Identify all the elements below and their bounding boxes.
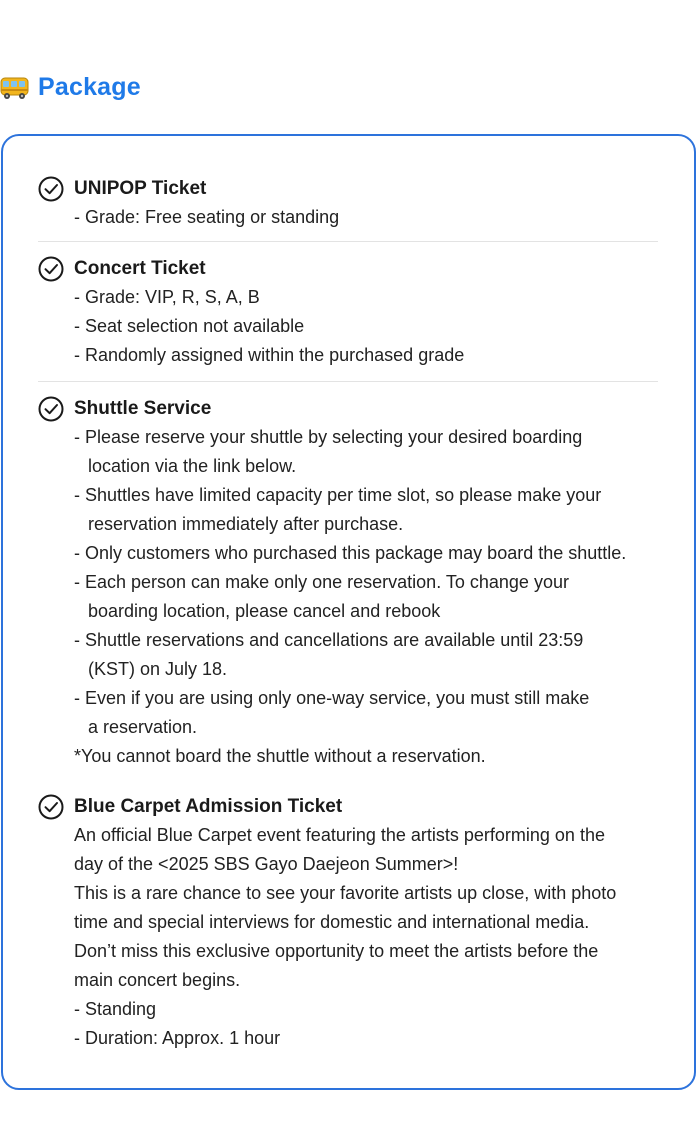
section-title: UNIPOP Ticket bbox=[74, 178, 207, 199]
section-line: - Shuttles have limited capacity per time slot, so please make your bbox=[74, 485, 602, 505]
section-blue-carpet-ticket bbox=[38, 791, 658, 1053]
section-line: - Seat selection not available bbox=[74, 316, 305, 336]
section-unipop-ticket bbox=[38, 173, 658, 232]
section-line: - Each person can make only one reservation. To change your bbox=[74, 572, 569, 592]
section-line: - Please reserve your shuttle by selecting your desired boarding bbox=[74, 427, 583, 447]
section-line: day of the <2025 SBS Gayo Daejeon Summer>! bbox=[74, 854, 459, 874]
section-line: a reservation. bbox=[88, 717, 198, 737]
check-circle-icon bbox=[38, 176, 64, 202]
section-line: - Grade: Free seating or standing bbox=[74, 207, 340, 227]
section-line: - Grade: VIP, R, S, A, B bbox=[74, 287, 260, 307]
section-line: - Randomly assigned within the purchased grade bbox=[74, 345, 465, 365]
section-line: - Duration: Approx. 1 hour bbox=[74, 1028, 281, 1048]
section-line: This is a rare chance to see your favorite artists up close, with photo bbox=[74, 883, 617, 903]
section-line: reservation immediately after purchase. bbox=[88, 514, 404, 534]
section-concert-ticket bbox=[38, 253, 658, 370]
package-heading bbox=[0, 70, 141, 104]
divider bbox=[38, 381, 658, 382]
section-line: *You cannot board the shuttle without a reservation. bbox=[74, 746, 486, 766]
check-circle-icon bbox=[38, 794, 64, 820]
divider bbox=[38, 241, 658, 242]
page-title: Package bbox=[38, 72, 141, 101]
section-line: - Standing bbox=[74, 999, 157, 1019]
section-line: - Only customers who purchased this package may board the shuttle. bbox=[74, 543, 627, 563]
bus-icon bbox=[0, 72, 30, 102]
section-title: Concert Ticket bbox=[74, 258, 206, 279]
section-line: time and special interviews for domestic and international media. bbox=[74, 912, 590, 932]
section-title: Blue Carpet Admission Ticket bbox=[74, 796, 343, 817]
section-line: main concert begins. bbox=[74, 970, 241, 990]
section-line: An official Blue Carpet event featuring the artists performing on the bbox=[74, 825, 605, 845]
check-circle-icon bbox=[38, 396, 64, 422]
section-line: Don’t miss this exclusive opportunity to meet the artists before the bbox=[74, 941, 599, 961]
section-line: location via the link below. bbox=[88, 456, 297, 476]
check-circle-icon bbox=[38, 256, 64, 282]
section-shuttle-service bbox=[38, 393, 658, 771]
section-line: (KST) on July 18. bbox=[88, 659, 228, 679]
section-line: - Shuttle reservations and cancellations are available until 23:59 bbox=[74, 630, 584, 650]
section-title: Shuttle Service bbox=[74, 398, 212, 419]
section-line: - Even if you are using only one-way service, you must still make bbox=[74, 688, 590, 708]
section-line: boarding location, please cancel and rebook bbox=[88, 601, 441, 621]
